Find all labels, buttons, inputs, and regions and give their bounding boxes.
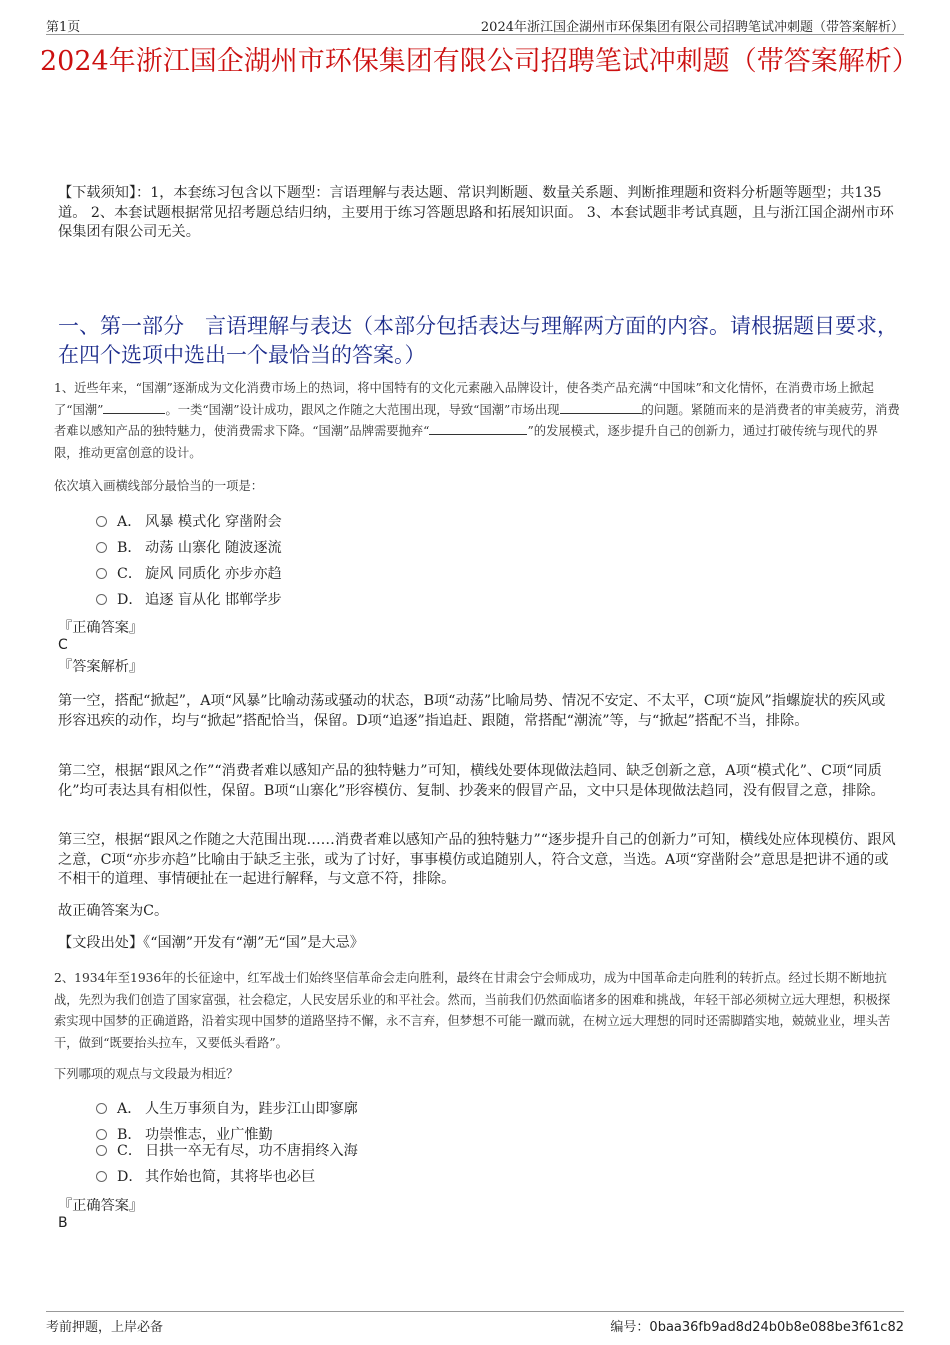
q1-conclusion: 故正确答案为C。 [58,903,169,919]
question-1-prompt: 依次填入画横线部分最恰当的一项是： [54,479,264,493]
footer-code: 编号：0baa36fb9ad8d24b0b8e088be3f61c82 [610,1320,904,1335]
q1-source: 【文段出处】《“国潮”开发有“潮”无“国”是大忌》 [58,935,364,951]
q2-option-b[interactable]: B． 功崇惟志，业广惟勤 [96,1125,273,1145]
q2-option-d[interactable]: D． 其作始也简，其将毕也必巨 [96,1167,315,1187]
header-doc-title: 2024年浙江国企湖州市环保集团有限公司招聘笔试冲刺题（带答案解析） [480,20,904,35]
q1-analysis-label: 『答案解析』 [58,659,144,675]
q1-option-d[interactable]: D． 追逐 盲从化 邯郸学步 [96,590,282,610]
q1-option-b[interactable]: B． 动荡 山寨化 随波逐流 [96,538,282,558]
question-2-prompt: 下列哪项的观点与文段最为相近？ [54,1067,239,1081]
radio-icon[interactable] [96,542,107,553]
q1-option-a[interactable]: A． 风暴 模式化 穿凿附会 [96,512,282,532]
q2-option-a[interactable]: A． 人生万事须自为，跬步江山即寥廓 [96,1099,358,1119]
page-footer [46,1311,904,1334]
radio-icon[interactable] [96,1129,107,1140]
document-title: 2024年浙江国企湖州市环保集团有限公司招聘笔试冲刺题（带答案解析） [40,46,919,77]
radio-icon[interactable] [96,568,107,579]
section-title: 一、第一部分 言语理解与表达（本部分包括表达与理解两方面的内容。请根据题目要求，在四个选项中选出一个最恰当的答案。） [58,314,898,367]
blank-3 [429,422,527,435]
radio-icon[interactable] [96,594,107,605]
blank-2 [560,401,642,414]
question-1-text: 1、近些年来，“国潮”逐渐成为文化消费市场上的热词，将中国特有的文化元素融入品牌设计，使各类产品充满“中国味”和文化情怀，在消费市场上掀起了“国潮” 。一类“国潮”设计成功，跟风之作随之大范围出现，导致“国潮”市场出现 的问题。紧随而来的是消费者的审美疲劳，消费者难以感知产品的独特魅力，使消费需求下降。“国潮”品牌需要抛弃“ ”的发展模式，逐步提升自己的创新力，通过打破传统与现代的界限，推动更富创意的设计。 [54,381,900,460]
footer-slogan: 考前押题，上岸必备 [46,1320,164,1335]
q1-option-c[interactable]: C． 旋风 同质化 亦步亦趋 [96,564,282,584]
q2-answer: B [58,1215,68,1231]
radio-icon[interactable] [96,1145,107,1156]
question-2-text: 2、1934年至1936年的长征途中，红军战士们始终坚信革命会走向胜利，最终在甘肃会宁会师成功，成为中国革命走向胜利的转折点。经过长期不断地抗战，先烈为我们创造了国家富强，社会稳定，人民安居乐业的和平社会。然而，当前我们仍然面临诸多的困难和挑战，年轻干部必须树立远大理想，积极探索实现中国梦的正确道路，沿着实现中国梦的道路坚持不懈，永不言弃，但梦想不可能一蹴而就，在树立远大理想的同时还需脚踏实地，兢兢业业，埋头苦干，做到“既要抬头拉车，又要低头看路”。 [54,971,891,1050]
q2-option-c[interactable]: C． 日拱一卒无有尽，功不唐捐终入海 [96,1141,358,1161]
radio-icon[interactable] [96,516,107,527]
blank-1 [103,401,165,414]
q1-answer-label: 『正确答案』 [58,620,144,636]
radio-icon[interactable] [96,1171,107,1182]
q1-analysis-para-2: 第二空，根据“跟风之作”“消费者难以感知产品的独特魅力”可知，横线处要体现做法趋同、缺乏创新之意，A项“模式化”、C项“同质化”均可表达具有相似性，保留。B项“山寨化”形容模仿、复制、抄袭来的假冒产品，文中只是体现做法趋同，没有假冒之意，排除。 [58,763,885,799]
download-notice: 【下载须知】：1，本套练习包含以下题型：言语理解与表达题、常识判断题、数量关系题、判断推理题和资料分析题等题型；共135道。 2、本套试题根据常见招考题总结归纳，主要用于练习答题思路和拓展知识面。 3、本套试题非考试真题，且与浙江国企湖州市环保集团有限公司无关。 [58,185,894,240]
q1-answer: C [58,637,68,653]
page-header [46,14,904,35]
q1-analysis-para-3: 第三空，根据“跟风之作随之大范围出现……消费者难以感知产品的独特魅力”“逐步提升自己的创新力”可知，横线处应体现模仿、跟风之意，C项“亦步亦趋”比喻由于缺乏主张，或为了讨好，事事模仿或追随别人，符合文意，当选。A项“穿凿附会”意思是把讲不通的或不相干的道理、事情硬扯在一起进行解释，与文意不符，排除。 [58,832,896,887]
radio-icon[interactable] [96,1103,107,1114]
q2-answer-label: 『正确答案』 [58,1198,144,1214]
q1-analysis-para-1: 第一空，搭配“掀起”，A项“风暴”比喻动荡或骚动的状态，B项“动荡”比喻局势、情况不安定、不太平，C项“旋风”指螺旋状的疾风或形容迅疾的动作，均与“掀起”搭配恰当，保留。D项“追逐”指追赶、跟随，常搭配“潮流”等，与“掀起”搭配不当，排除。 [58,693,886,729]
page-number: 第1页 [46,20,81,35]
